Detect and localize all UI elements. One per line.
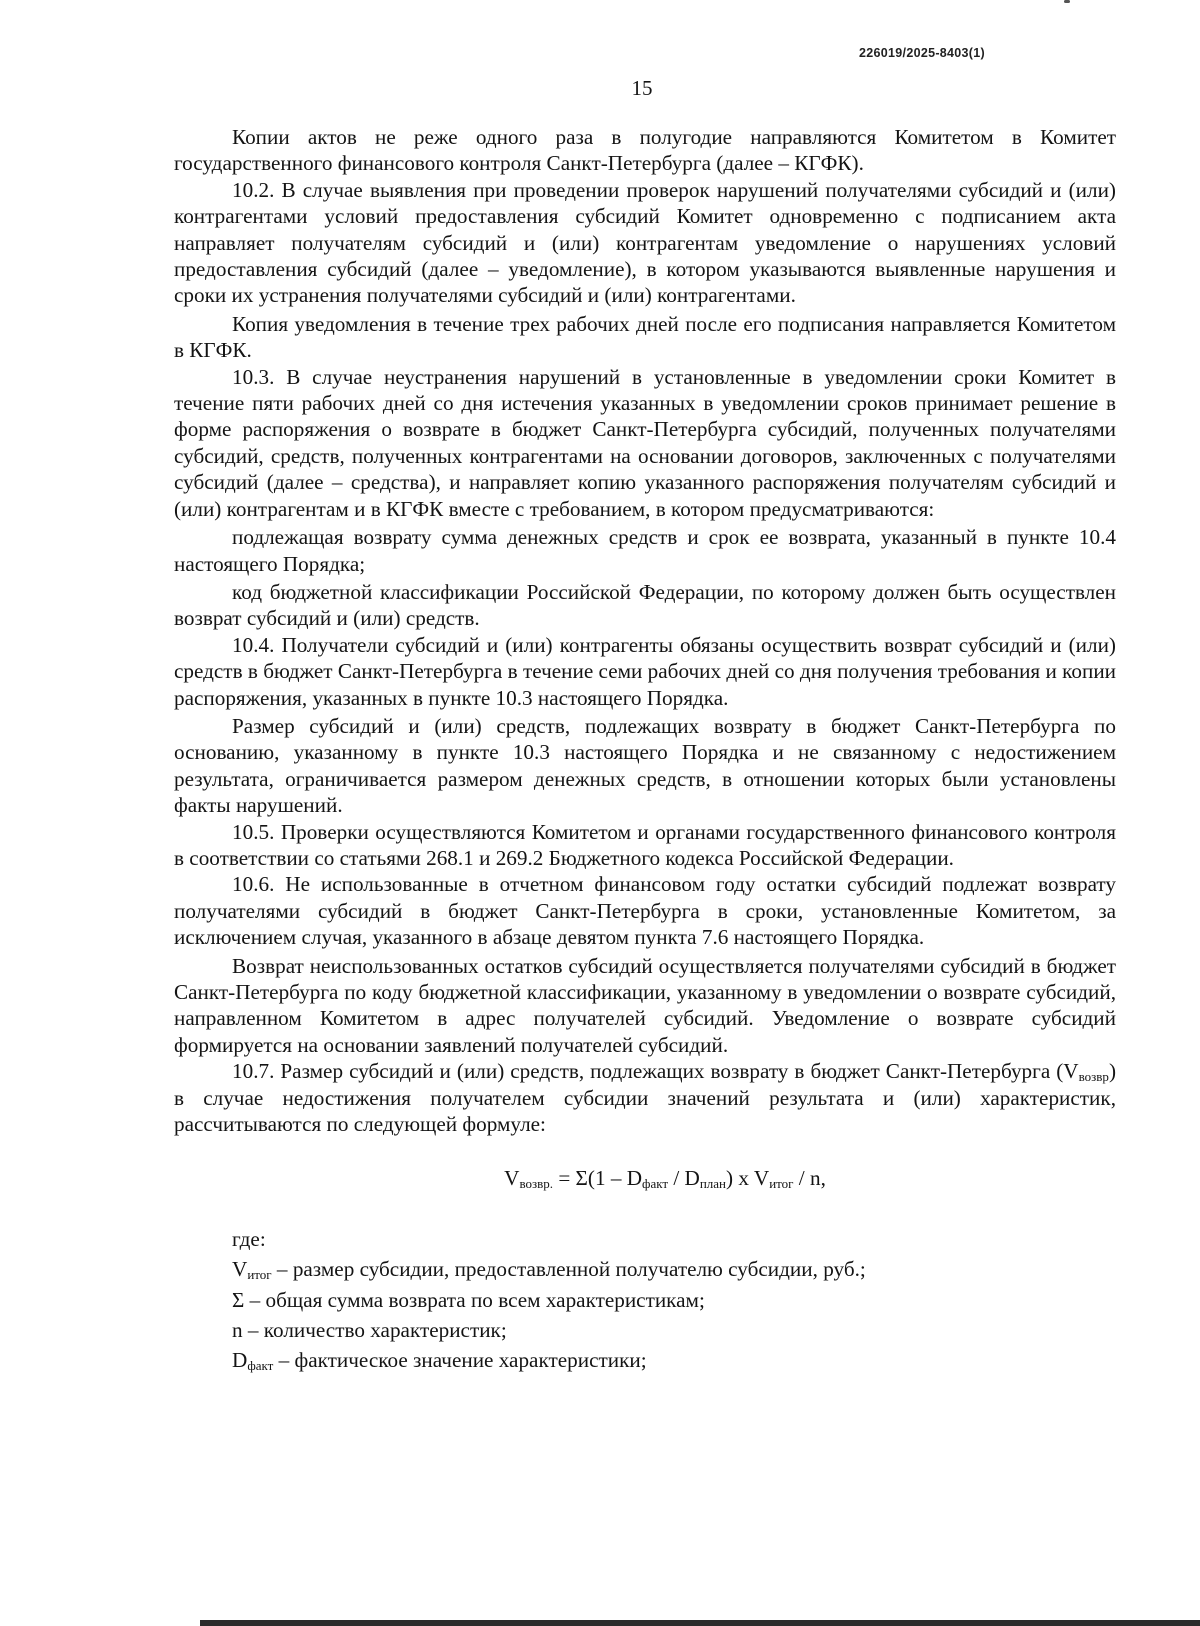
formula-sum-part: = Σ(1 – D <box>553 1166 643 1191</box>
paragraph-10-7-part1: 10.7. Размер субсидий и (или) средств, подлежащих возврату в бюджет Санкт-Петербурга (V <box>232 1059 1079 1084</box>
paragraph-10-2: 10.2. В случае выявления при проведении проверок нарушений получателями субсидий и (или) контрагентами условий предоставления субсидий Комитет одновременно с подписанием акта направляет получателям субсидий и (или) контрагентам уведомление о нарушениях условий предоставления субсидий (далее – уведомление), в котором указываются выявленные нарушения и сроки их устранения получателями субсидий и (или) контрагентами. <box>174 177 1116 308</box>
paragraph-10-5: 10.5. Проверки осуществляются Комитетом и органами государственного финансового контроля в соответствии со статьями 268.1 и 269.2 Бюджетного кодекса Российской Федерации. <box>174 819 1116 870</box>
definition-symbol: V <box>232 1257 248 1282</box>
paragraph-copies-of-acts: Копии актов не реже одного раза в полугодие направляются Комитетом в Комитет государственного финансового контроля Санкт-Петербурга (далее – КГФК). <box>174 125 1116 176</box>
definition-text: – размер субсидии, предоставленной получателю субсидии, руб.; <box>271 1257 866 1282</box>
definition-subscript: итог <box>247 1267 272 1283</box>
formula-v-sub: возвр. <box>519 1176 554 1192</box>
paragraph-10-7-subscript: возвр <box>1078 1069 1109 1085</box>
definition-item <box>232 1317 1116 1343</box>
document-body <box>174 124 1116 1378</box>
definition-symbol: n <box>232 1318 243 1343</box>
definition-text: – количество характеристик; <box>242 1318 507 1343</box>
definition-subscript: факт <box>247 1358 274 1374</box>
definition-text: – фактическое значение характеристики; <box>273 1348 647 1373</box>
definition-item <box>232 1256 1116 1282</box>
formula-d-plan-sub: план <box>699 1176 727 1192</box>
formula-v-itog-sub: итог <box>769 1176 794 1192</box>
definitions-where: где: <box>232 1226 266 1251</box>
definition-item <box>232 1347 1116 1373</box>
paragraph-budget-code: код бюджетной классификации Российской Федерации, по которому должен быть осуществлен возврат субсидий и (или) средств. <box>174 579 1116 631</box>
definition-item <box>232 1287 1116 1313</box>
formula-end: / n, <box>793 1166 826 1191</box>
paragraph-10-7 <box>174 1058 1116 1137</box>
paragraph-10-3: 10.3. В случае неустранения нарушений в установленные в уведомлении сроки Комитет в течение пяти рабочих дней со дня истечения указанных в уведомлении сроков принимает решение в форме распоряжения о возврате в бюджет Санкт-Петербурга субсидий, полученных получателями субсидий, средств, полученных контрагентами на основании договоров, заключенных с получателями субсидий (далее – средства), и направляет копию указанного распоряжения получателям субсидий и (или) контрагентам и в КГФК вместе с требованием, в котором предусматриваются: <box>174 364 1116 521</box>
scan-artifact <box>1064 0 1070 3</box>
page-number: 15 <box>631 76 653 100</box>
formula-v: V <box>504 1166 520 1191</box>
formula-mult-part: ) x V <box>726 1166 770 1191</box>
scan-edge-shadow <box>200 1620 1200 1626</box>
definition-symbol: Σ <box>232 1287 245 1312</box>
paragraph-return-amount: подлежащая возврату сумма денежных средств и срок ее возврата, указанный в пункте 10.4 настоящего Порядка; <box>174 525 1116 576</box>
definition-text: – общая сумма возврата по всем характеристикам; <box>244 1287 705 1312</box>
return-formula <box>174 1165 1116 1191</box>
paragraph-10-6: 10.6. Не использованные в отчетном финансовом году остатки субсидий подлежат возврату получателями субсидий в бюджет Санкт-Петербурга в сроки, установленные Комитетом, за исключением случая, указанного в абзаце девятом пункта 7.6 настоящего Порядка. <box>174 872 1116 950</box>
paragraph-return-size: Размер субсидий и (или) средств, подлежащих возврату в бюджет Санкт-Петербурга по основанию, указанному в пункте 10.3 настоящего Порядка и не связанному с недостижением результата, ограничивается размером денежных средств, в отношении которых были установлены факты нарушений. <box>174 713 1116 818</box>
formula-slash: / D <box>668 1166 700 1191</box>
formula-definitions <box>174 1226 1116 1374</box>
document-id: 226019/2025-8403(1) <box>859 46 985 60</box>
formula-d-fact-sub: факт <box>642 1176 669 1192</box>
paragraph-unused-balance: Возврат неиспользованных остатков субсидий осуществляется получателями субсидий в бюджет Санкт-Петербурга по коду бюджетной классификации, указанному в уведомлении о возврате субсидий, направленном Комитетом в адрес получателей субсидий. Уведомление о возврате субсидий формируется на основании заявлений получателей субсидий. <box>174 953 1116 1057</box>
definition-symbol: D <box>232 1348 248 1373</box>
paragraph-notice-copy: Копия уведомления в течение трех рабочих дней после его подписания направляется Комитетом в КГФК. <box>174 311 1116 363</box>
paragraph-10-4: 10.4. Получатели субсидий и (или) контрагенты обязаны осуществить возврат субсидий и (или) средств в бюджет Санкт-Петербурга в течение семи рабочих дней со дня получения требования и копии распоряжения, указанных в пункте 10.3 настоящего Порядка. <box>174 632 1116 710</box>
paragraph-10-7-part2: ) в случае недостижения получателем субсидии значений результата и (или) характеристик, рассчитываются по следующей формуле: <box>174 1059 1116 1137</box>
